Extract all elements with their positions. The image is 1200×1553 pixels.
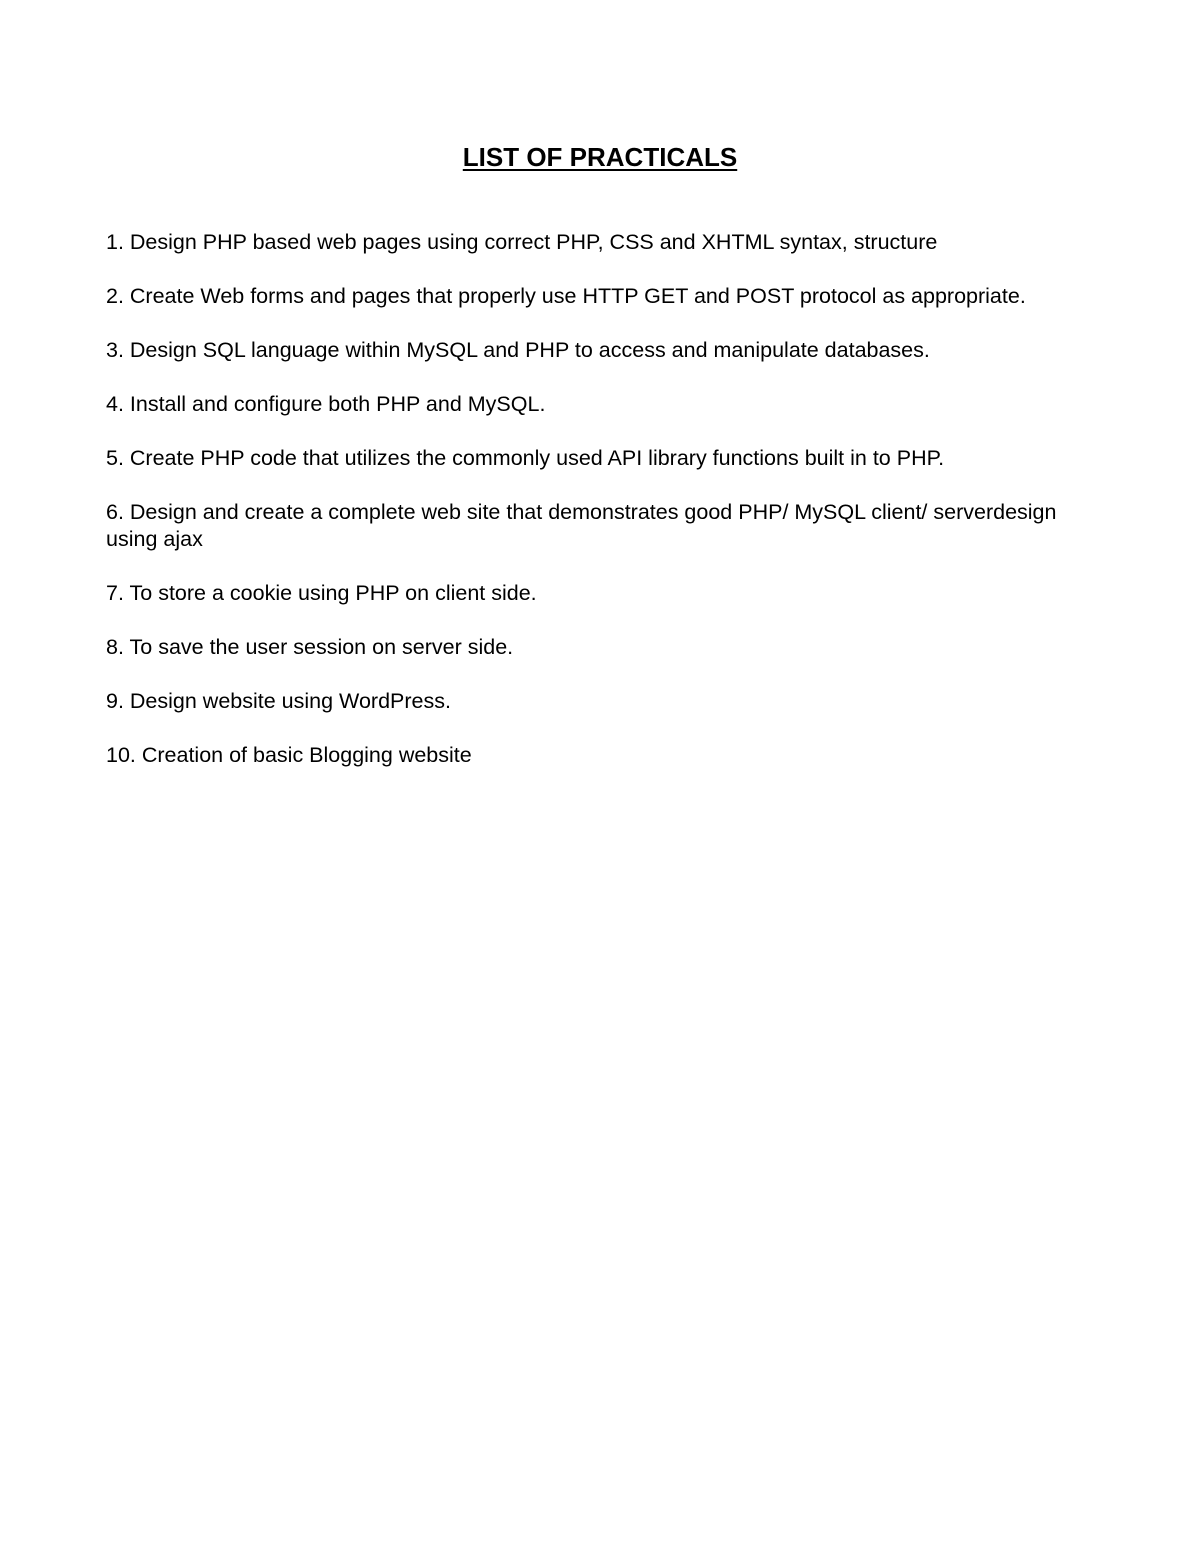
list-item: 1. Design PHP based web pages using correct PHP, CSS and XHTML syntax, structure [106, 230, 938, 254]
practicals-list [106, 229, 1066, 796]
list-item: 9. Design website using WordPress. [106, 689, 451, 713]
list-item: 8. To save the user session on server side. [106, 635, 514, 659]
list-item: 2. Create Web forms and pages that properly use HTTP GET and POST protocol as appropriate. [106, 284, 1026, 308]
list-item: 3. Design SQL language within MySQL and PHP to access and manipulate databases. [106, 338, 930, 362]
page-title: LIST OF PRACTICALS [462, 142, 738, 172]
list-item: 7. To store a cookie using PHP on client side. [106, 581, 537, 605]
list-item: 5. Create PHP code that utilizes the commonly used API library functions built in to PHP. [106, 446, 945, 470]
list-item: 6. Design and create a complete web site that demonstrates good PHP/ MySQL client/ serverdesign using ajax [106, 500, 1057, 551]
list-item: 4. Install and configure both PHP and MySQL. [106, 392, 546, 416]
list-item: 10. Creation of basic Blogging website [106, 743, 472, 767]
